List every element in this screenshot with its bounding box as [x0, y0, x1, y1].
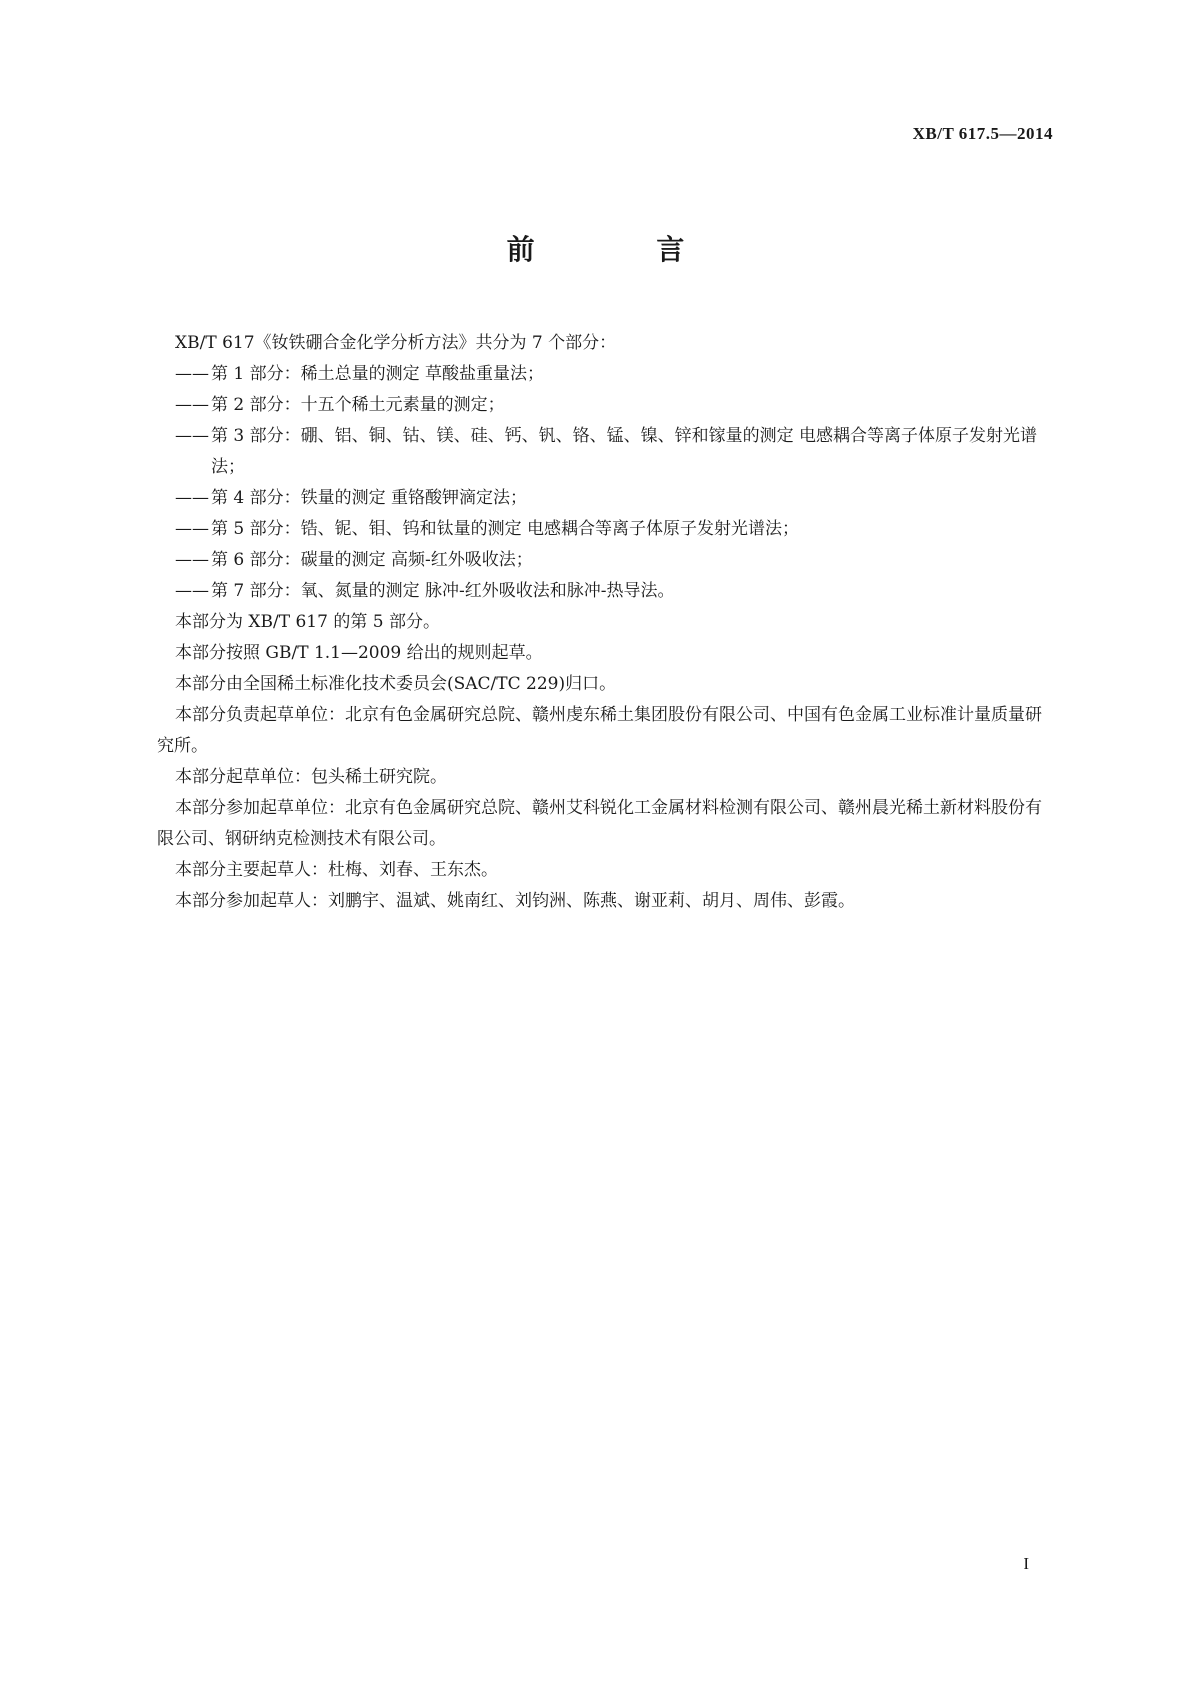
statement-paragraph: 本部分负责起草单位：北京有色金属研究总院、赣州虔东稀土集团股份有限公司、中国有色金属工业标准计量质量研究所。 — [157, 705, 1042, 756]
statement-paragraph: 本部分由全国稀土标准化技术委员会(SAC/TC 229)归口。 — [175, 674, 617, 694]
part-text: 第 1 部分：稀土总量的测定 草酸盐重量法； — [211, 364, 545, 384]
page-number: I — [1023, 1554, 1029, 1573]
part-item — [175, 359, 1055, 390]
foreword-content — [157, 328, 1055, 917]
statement-paragraph: 本部分为 XB/T 617 的第 5 部分。 — [175, 612, 440, 632]
dash-marker: —— — [175, 364, 209, 384]
dash-marker: —— — [175, 395, 209, 415]
standard-number: XB/T 617.5—2014 — [912, 124, 1053, 143]
part-item — [175, 514, 1055, 545]
dash-marker: —— — [175, 426, 209, 446]
statement-paragraph: 本部分按照 GB/T 1.1—2009 给出的规则起草。 — [175, 643, 543, 663]
part-item — [175, 421, 1055, 483]
part-item — [175, 390, 1055, 421]
dash-marker: —— — [175, 488, 209, 508]
part-item — [175, 545, 1055, 576]
part-text: 第 3 部分：硼、铝、铜、钴、镁、硅、钙、钒、铬、锰、镍、锌和镓量的测定 电感耦合等离子体原子发射光谱法； — [211, 426, 1038, 477]
statement-paragraph: 本部分主要起草人：杜梅、刘春、王东杰。 — [175, 860, 498, 880]
intro-paragraph: XB/T 617《钕铁硼合金化学分析方法》共分为 7 个部分： — [175, 333, 617, 353]
dash-marker: —— — [175, 519, 209, 539]
part-text: 第 2 部分：十五个稀土元素量的测定； — [211, 395, 505, 415]
statement-paragraph: 本部分参加起草人：刘鹏宇、温斌、姚南红、刘钧洲、陈燕、谢亚莉、胡月、周伟、彭霞。 — [175, 891, 855, 911]
statement-paragraph: 本部分起草单位：包头稀土研究院。 — [175, 767, 447, 787]
part-text: 第 5 部分：锆、铌、钼、钨和钛量的测定 电感耦合等离子体原子发射光谱法； — [211, 519, 800, 539]
dash-marker: —— — [175, 581, 209, 601]
part-item — [175, 483, 1055, 514]
part-text: 第 4 部分：铁量的测定 重铬酸钾滴定法； — [211, 488, 528, 508]
statement-paragraph: 本部分参加起草单位：北京有色金属研究总院、赣州艾科锐化工金属材料检测有限公司、赣州晨光稀土新材料股份有限公司、钢研纳克检测技术有限公司。 — [157, 798, 1042, 849]
part-text: 第 7 部分：氧、氮量的测定 脉冲-红外吸收法和脉冲-热导法。 — [211, 581, 675, 601]
dash-marker: —— — [175, 550, 209, 570]
page-title: 前 言 — [506, 233, 741, 266]
part-item — [175, 576, 1055, 607]
part-text: 第 6 部分：碳量的测定 高频-红外吸收法； — [211, 550, 533, 570]
